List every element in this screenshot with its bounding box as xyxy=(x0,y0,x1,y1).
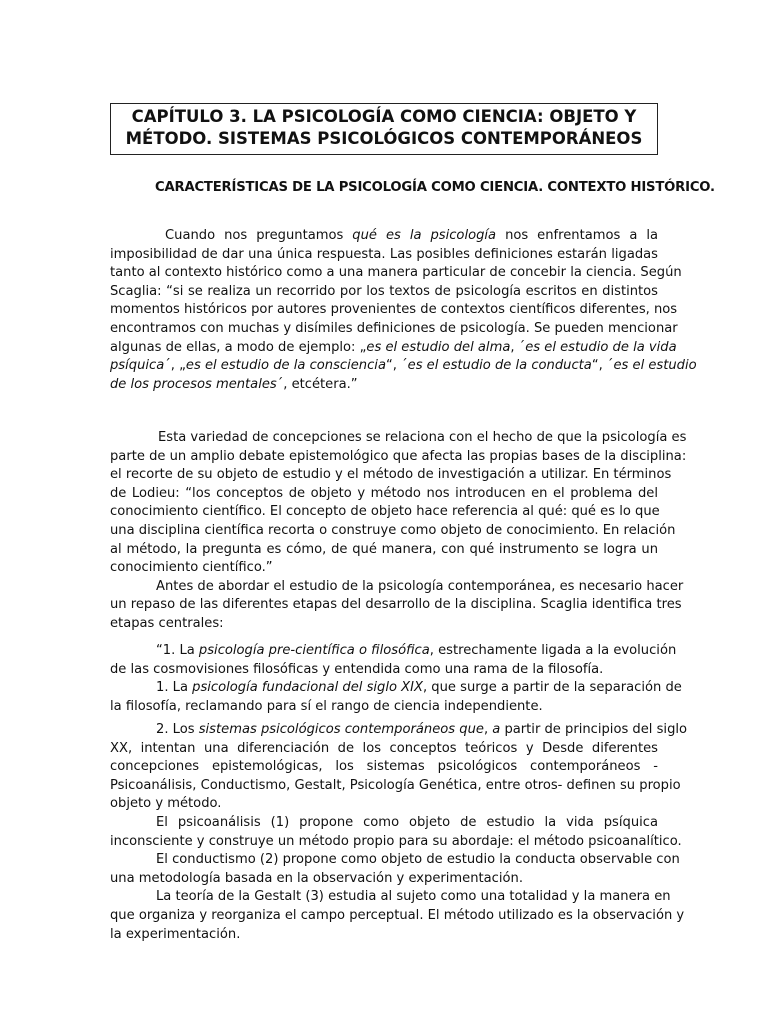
text-line: momentos históricos por autores provenientes de contextos científicos diferentes, nos xyxy=(110,302,678,318)
text-segment: , que surge a partir de la separación de xyxy=(422,680,682,696)
text-line xyxy=(110,376,658,395)
paragraph-contemporary-systems xyxy=(110,721,688,944)
text-line: la filosofía, reclamando para sí el rango de ciencia independiente. xyxy=(110,698,543,714)
text-line: etapas centrales: xyxy=(110,615,224,631)
text-segment: ´, „ xyxy=(164,358,186,374)
text-line: de las cosmovisiones filosóficas y entendida como una rama de la filosofía. xyxy=(110,661,604,677)
text-line: una disciplina científica recorta o construye como objeto de conocimiento. En relación xyxy=(110,522,676,538)
text-line: parte de un amplio debate epistemológico que afecta las propias bases de la disciplina: xyxy=(110,448,687,464)
italic-text: es el estudio xyxy=(613,358,697,374)
text-line: de Lodieu: “los conceptos de objeto y método nos introducen en el problema del xyxy=(110,485,658,501)
text-line: encontramos con muchas y disímiles definiciones de psicología. Se pueden mencionar xyxy=(110,320,678,336)
italic-text: qué es la psicología xyxy=(352,228,497,243)
text-line: que organiza y reorganiza el campo perceptual. El método utilizado es la observación y xyxy=(110,907,685,923)
text-segment: , estrechamente ligada a la evolución xyxy=(429,643,677,658)
text-line: XX, intentan una diferenciación de los conceptos teóricos y Desde diferentes xyxy=(110,740,658,756)
chapter-title-line-1: CAPÍTULO 3. LA PSICOLOGÍA COMO CIENCIA: OBJETO Y xyxy=(131,107,637,126)
text-segment: , xyxy=(483,722,493,737)
text-line: objeto y método. xyxy=(110,796,222,812)
text-line: El conductismo (2) propone como objeto de estudio la conducta observable con xyxy=(156,852,680,868)
italic-text: sistemas psicológicos contemporáneos que xyxy=(198,722,484,737)
text-segment: Cuando nos preguntamos xyxy=(165,228,353,243)
text-line xyxy=(110,642,677,661)
text-line: La teoría de la Gestalt (3) estudia al sujeto como una totalidad y la manera en xyxy=(156,889,671,905)
text-line: El psicoanálisis (1) propone como objeto de estudio la vida psíquica xyxy=(156,814,658,830)
text-line: tanto al contexto histórico como a una manera particular de concebir la ciencia. Según xyxy=(110,265,682,281)
italic-text: es el estudio de la conducta xyxy=(407,358,592,374)
text-segment: “, ´ xyxy=(591,358,614,374)
text-line: conocimiento científico. El concepto de objeto hace referencia al qué: qué es lo que xyxy=(110,504,660,520)
text-line: conocimiento científico.” xyxy=(110,560,273,576)
text-segment: ´, etcétera.” xyxy=(276,376,358,392)
text-line xyxy=(110,227,658,246)
text-line: Scaglia: “si se realiza un recorrido por los textos de psicología escritos en distintos xyxy=(110,283,658,299)
text-line xyxy=(110,339,677,358)
text-line: inconsciente y construye un método propio para su abordaje: el método psicoanalítico. xyxy=(110,833,682,849)
text-line xyxy=(110,357,697,376)
chapter-title-box xyxy=(110,103,658,155)
italic-text: es el estudio de la consciencia xyxy=(185,358,386,374)
text-segment: , ´ xyxy=(510,339,526,355)
text-segment: 1. La xyxy=(156,680,193,696)
text-line: Psicoanálisis, Conductismo, Gestalt, Psicología Genética, entre otros- definen su propio xyxy=(110,777,681,793)
italic-text: psicología fundacional del siglo XIX xyxy=(192,680,423,696)
text-line: una metodología basada en la observación y experimentación. xyxy=(110,870,523,886)
text-line xyxy=(110,721,688,740)
italic-text: psicología pre-científica o filosófica xyxy=(198,643,430,658)
italic-text: es el estudio del alma xyxy=(366,339,511,355)
text-line: al método, la pregunta es cómo, de qué manera, con qué instrumento se logra un xyxy=(110,541,658,557)
text-segment: nos enfrentamos a la xyxy=(496,228,659,243)
text-line: concepciones epistemológicas, los sistemas psicológicos contemporáneos - xyxy=(110,759,658,775)
text-line: Antes de abordar el estudio de la psicología contemporánea, es necesario hacer xyxy=(156,578,684,594)
text-segment: “, ´ xyxy=(385,358,408,374)
italic-text: psíquica xyxy=(110,358,165,374)
paragraph-definitions xyxy=(110,227,697,394)
text-line: el recorte de su objeto de estudio y el método de investigación a utilizar. En términos xyxy=(110,467,672,483)
text-line xyxy=(110,679,682,698)
paragraph-epistemology xyxy=(110,429,687,634)
paragraph-stages xyxy=(110,642,682,716)
chapter-title-line-2: MÉTODO. SISTEMAS PSICOLÓGICOS CONTEMPORÁNEOS xyxy=(125,129,643,148)
text-line: la experimentación. xyxy=(110,926,241,942)
text-segment: “1. La xyxy=(156,643,199,658)
text-segment: algunas de ellas, a modo de ejemplo: „ xyxy=(110,339,367,355)
italic-text: a xyxy=(492,722,501,737)
text-line: imposibilidad de dar una única respuesta. Las posibles definiciones estarán ligadas xyxy=(110,246,658,262)
section-heading: CARACTERÍSTICAS DE LA PSICOLOGÍA COMO CIENCIA. CONTEXTO HISTÓRICO. xyxy=(155,180,715,195)
text-line: un repaso de las diferentes etapas del desarrollo de la disciplina. Scaglia identifica tres xyxy=(110,597,682,613)
text-segment: partir de principios del siglo xyxy=(500,722,688,737)
italic-text: es el estudio de la vida xyxy=(525,339,677,355)
italic-text: de los procesos mentales xyxy=(110,376,277,392)
text-line: Esta variedad de concepciones se relaciona con el hecho de que la psicología es xyxy=(158,430,687,445)
text-segment: 2. Los xyxy=(156,722,199,737)
